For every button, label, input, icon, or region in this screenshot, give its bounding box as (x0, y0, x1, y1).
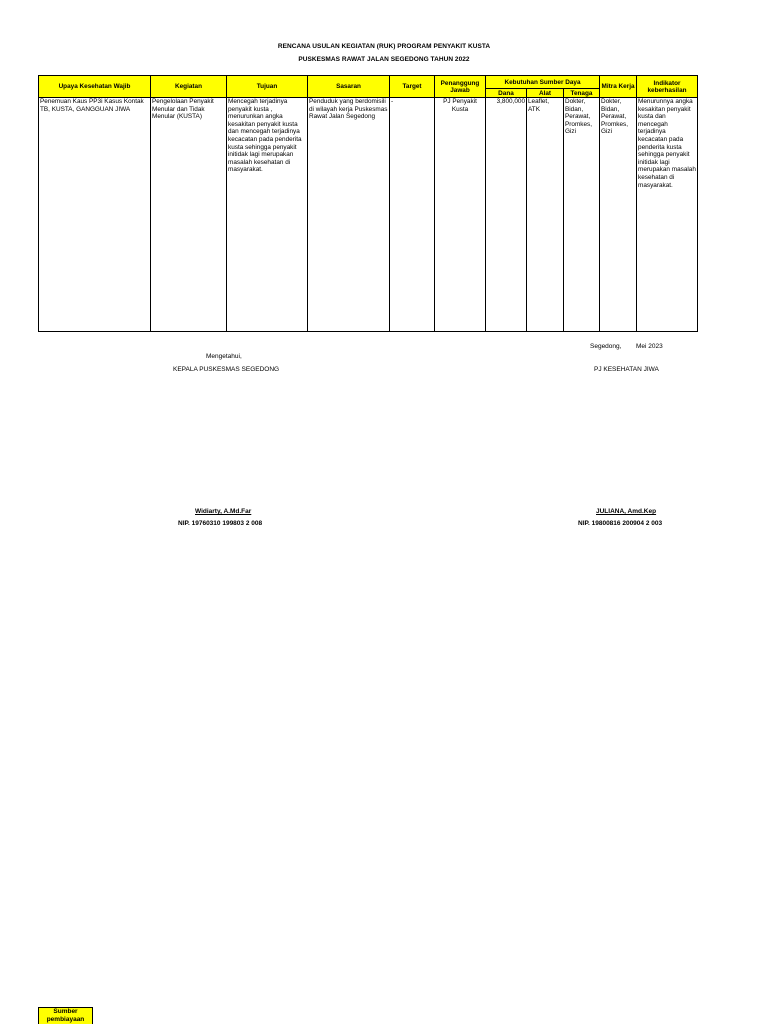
col-header-tenaga: Tenaga (564, 89, 600, 98)
col-header-indikator: Indikator keberhasilan (637, 76, 698, 98)
cell-alat: Leaflet, ATK (527, 98, 564, 332)
cell-upaya: Penemuan Kaus PP3i Kasus Kontak TB, KUSTA, GANGGUAN JIWA (39, 98, 151, 332)
col-header-mitra-kerja: Mitra Kerja (600, 76, 637, 98)
place-date: Segedong, (590, 343, 622, 350)
right-signer-nip: NIP. 19800816 200904 2 003 (578, 520, 663, 527)
left-signer-nip: NIP. 19760310 199803 2 008 (178, 520, 263, 527)
col-header-dana: Dana (486, 89, 527, 98)
col-header-sasaran: Sasaran (308, 76, 390, 98)
col-header-tujuan: Tujuan (227, 76, 308, 98)
table-row (39, 98, 698, 332)
mengetahui-label: Mengetahui, (206, 353, 242, 360)
col-header-alat: Alat (527, 89, 564, 98)
col-header-kebutuhan-sumber-daya: Kebutuhan Sumber Daya (486, 76, 600, 89)
right-signer-name: JULIANA, Amd.Kep (596, 508, 657, 515)
col-header-penanggung-jawab: Penanggung Jawab (435, 76, 486, 98)
month-year: Mei 2023 (636, 343, 663, 350)
col-header-upaya: Upaya Kesehatan Wajib (39, 76, 151, 98)
document-title: RENCANA USULAN KEGIATAN (RUK) PROGRAM PENYAKIT KUSTA (277, 43, 491, 50)
left-signer-name: Widiarty, A.Md.Far (195, 508, 252, 515)
cell-mitra-kerja: Dokter, Bidan, Perawat, Promkes, Gizi (600, 98, 637, 332)
cell-kegiatan: Pengelolaan Penyakit Menular dan Tidak Menular (KUSTA) (151, 98, 227, 332)
cell-indikator: Menurunnya angka kesakitan penyakit kusta dan mencegah terjadinya kecacatan pada penderita kusta sehingga penyakit initidak lagi merupakan masalah kesehatan di masyarakat. (637, 98, 698, 332)
left-signer-role: KEPALA PUSKESMAS SEGEDONG (173, 366, 280, 373)
col-header-kegiatan: Kegiatan (151, 76, 227, 98)
right-signer-role: PJ KESEHATAN JIWA (594, 366, 659, 373)
cell-penanggung-jawab: PJ Penyakit Kusta (435, 98, 486, 332)
cell-tenaga: Dokter, Bidan, Perawat, Promkes, Gizi (564, 98, 600, 332)
ruk-table (38, 75, 698, 332)
cell-tujuan: Mencegah terjadinya penyakit kusta , menurunkan angka kesakitan penyakit kusta dan mencegah terjadinya kecacatan pada penderita kusta sehingga penyakit initidak lagi merupakan masalah kesehatan di masyarakat. (227, 98, 308, 332)
sumber-pembiayaan-label: Sumber pembiayaan (38, 1007, 93, 1024)
cell-sasaran: Penduduk yang berdomisili di wilayah kerja Puskesmas Rawat Jalan Segedong (308, 98, 390, 332)
document-subtitle: PUSKESMAS RAWAT JALAN SEGEDONG TAHUN 2022 (298, 56, 470, 63)
col-header-target: Target (390, 76, 435, 98)
cell-dana: 3,800,000 (486, 98, 527, 332)
cell-target: - (390, 98, 435, 332)
